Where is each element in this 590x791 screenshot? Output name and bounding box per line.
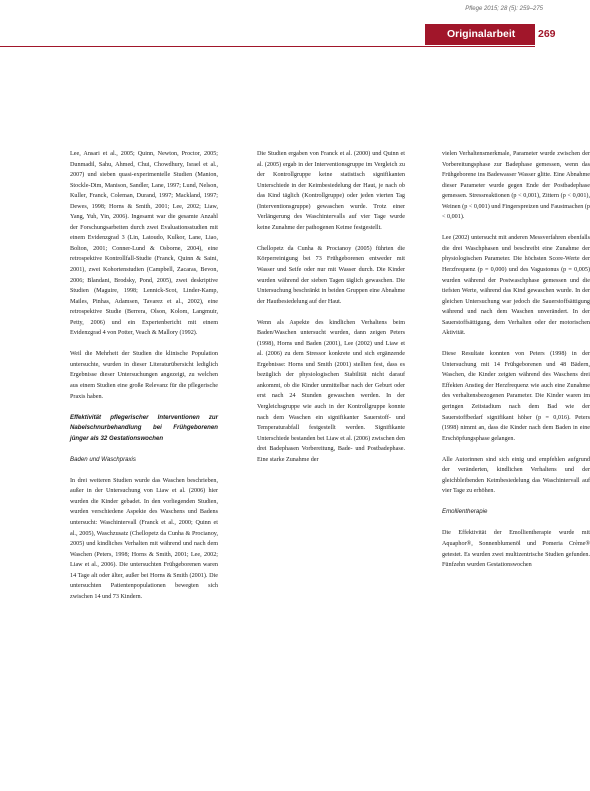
page-number: 269 [538,28,556,40]
body-paragraph: Die Effektivität der Emollientherapie wurde mit Aquaphor®, Sonnenblumenöl und Pomeria Crème® getestet. Es wurden zwei multizentrische Studien gefunden. Fünfzehn wurden Gestationswochen [442,530,590,569]
subsection-heading: Baden und Waschpraxis [70,455,136,463]
body-paragraph: Weil die Mehrheit der Studien die klinische Population untersuchte, wurden in dieser Literaturübersicht lediglich Ergebnisse dieser Untersuchungen angezeigt, zu welchen aus einem Studien eine große Relevanz für die pflegerische Praxis haben. [70,351,218,400]
body-paragraph: Chellopetz da Cunha & Procianoy (2005) führten die Körperreinigung bei 73 Frühgeborenen entweder mit Wasser und Seife oder nur mit Wasser durch. Die Kinder wurden während der sieben Tagen täglich gewaschen. Die Untersuchung beschränkt in beiden Gruppen eine Abnahme der Hautbesiedelung auf der Haut. [257,245,405,305]
body-paragraph: Lee, Ansari et al., 2005; Quinn, Newton, Proctor, 2005; Dunmadil, Sahu, Ahmed, Chui, Chowdhury, Israel et al., 2007) und sieben quasi-experimentelle Studien (Manion, Stockle-Dim, Manison, Sandler, Lane, 1997; Lund, Nelson, Kuller, Franck, Coleman, Durand, 1997; Mackland, 1997; Dewes, 1998; Horns & Smith, 2001; Lee, 2002; Liaw, Yang, Yuh, Yin, 2006). Ingesamt war die gesamte Anzahl der Forschungsarbeiten durch zwei Evaluationsstudien mit einem Evidenzgrad 3 (Lin, Latoudo, Kulkor, Lane, Liao, Bolton, 2001; Conner-Lund & Osborne, 2004), eine retrospektive Kontrollfall-Studie (Franck, Quinn & Saini, 2001), zwei Kohortenstudien (Campbell, Zacaras, Bevon, 2006; Blandani, Brodsky, Pond, 2005), zwei deskriptive Studien (Maguire, 1998; Lennick-Scot, Linder-Kamp, Mailes, Pinhas, Adamsen, Tavarez et al., 2002), eine retrospektive Studie (Berrera, Olson, Kolom, Langmuir, Petty, 2006) und ein Expertenbericht mit einem Evidenzgrad 4 von Potter, Veach & Mallory (1992). [70,151,218,337]
text-column-2 [257,149,405,785]
section-badge: Originalarbeit [425,24,535,45]
body-paragraph: vielen Verhaltensmerkmale, Parameter wurde zwischen der Vorbereitungsphase zur Badephase gemessen, wenn das Frühgeborene ins Badewasser Wasser glitte. Eine Abnahme dieser Parameter wurde gegen Ende der Postbadephase gemessen. Stressreaktionen (p < 0,001), Zittern (p < 0,001), Weinen (p < 0,001) und Fingerspreizen und Faustmachen (p < 0,001). [442,151,590,221]
header-rule [0,46,535,47]
journal-reference: Pflege 2015; 28 (5): 259–275 [465,6,543,12]
subsection-heading: Emollientherapie [442,508,488,516]
body-paragraph: In drei weiteren Studien wurde das Waschen beschrieben, außer in der Untersuchung von Liaw et al. (2006) hier wurden die Kinder gebadet. In den vorliegenden Studien, wurden verschiedene Aspekte des Waschens und Badens untersucht: Waschintervall (Franck et al., 2000; Quinn et al., 2005), Waschzusatz (Chellopetz da Cunha & Procianoy, 2005) und kindliches Verhalten mit während und nach dem Waschen (Peters, 1998; Horns & Smith, 2001; Lee, 2002; Liaw et al., 2006). Die untersuchten Frühgeborenen waren 14 Tage alt oder älter, außer bei Horns & Smith (2001). Die untersuchten Patientenpopulationen bewegten sich zwischen 14 und 73 Kindern. [70,477,218,600]
body-paragraph: Alle Autorinnen sind sich einig und empfehlen aufgrund der veränderten, kindlichen Verhaltens und der gleichbleibenden Keimbesiedelung das Waschintervall auf vier Tage zu erhöhen. [442,456,590,495]
body-paragraph: Wenn als Aspekte des kindlichen Verhaltens beim Baden/Waschen untersucht wurden, dann zeigen Peters (1998), Horns und Baden (2001), Lee (2002) und Liaw et al. (2006) zu dem Stressor konkrete und sich ergänzende Ergebnisse: Horns und Smith (2001) stellten fest, dass es bezüglich der physiologischen Stabilität nicht darauf ankommt, ob die Kinder unmittelbar nach der Geburt oder erst nach 24 Stunden gewaschen werden. In der Vergleichsgruppe wie auch in der Kontrollgruppe konnte nach dem Waschen ein signifikanter Sauerstoff- und Temperaturabfall festgestellt werden. Signifikante Unterschiede bestanden bei Liaw et al. (2006) zwischen den drei Badephasen Vorbereitung, Bade- und Postbadephase. Eine starke Zunahme der [257,319,405,463]
text-column-3 [442,149,590,785]
text-column-1 [70,149,218,785]
body-paragraph: Diese Resultate konnten von Peters (1998) in der Untersuchung mit 14 Frühgeborenen und 48 Bädern, Waschen, die Kinder zeigten während des Waschens drei Effekten Anstieg der Herzfrequenz wie auch eine Zunahme des verhaltensbezogenen Parameter. Die Kinder waren im geringen Zeitstadium nach dem Bad wie der Sauerstoffbedarf signifikant höher (p = 0,016). Peters (1998) nimmt an, dass die Kinder nach dem Baden in eine Erschöpfungsphase gelangen. [442,351,590,442]
section-heading: Effektivität pflegerischer Interventionen zur Nabelschnurbehandlung bei Frühgeborenen jünger als 32 Gestationswochen [70,413,218,442]
body-paragraph: Lee (2002) untersucht mit anderen Messverfahren ebenfalls die drei Waschphasen und beschreibt eine Zunahme der physiologischen Parameter. Die höchsten Score-Werte der Herzfrequenz (p = 0,000) und des Vagustonus (p = 0,005) wurden während der Postwaschphase gemessen und die tiefsten Werte, während das Kind gewaschen wurde. In der gleichen Untersuchung war jedoch die Sauerstoffsättigung während und nach dem Waschen unverändert. In der Sauerstoffsättigung, dem Verhalten oder der motorischen Aktivität. [442,235,590,337]
body-paragraph: Die Studien ergaben von Franck et al. (2000) und Quinn et al. (2005) ergab in der Interventionsgruppe im Vergleich zu der Kontrollgruppe keine statistisch signifikanten Unterschiede in der Keimbesiedelung der Haut, je nach ob das Kind täglich (Kontrollgruppe) oder jeden vierten Tag (Interventionsgruppe) gewaschen wurde. Trotz einer Verlängerung des Waschintervalls auf vier Tage wurde keine Zunahme der pathogenen Keime festgestellt. [257,151,405,231]
